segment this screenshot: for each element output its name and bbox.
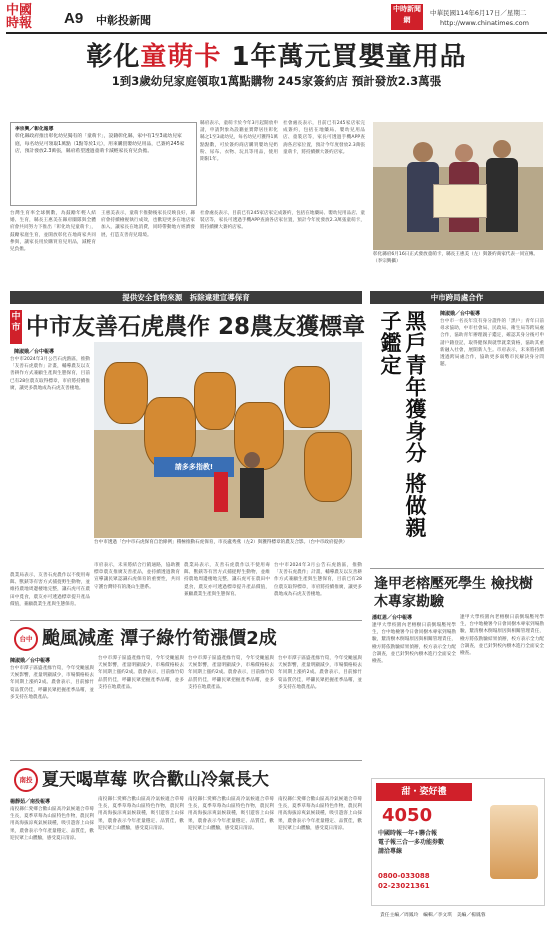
story2-byline: 陳淑娥／台中報導: [14, 349, 55, 355]
story2-col-3: 市府表示，未來將結合行銷通路，協助獲標章農友推廣友善產品，並持續透過教育宣導讓民眾認識石虎保育的重要性，共同守護台灣特有的淺山生態系。: [94, 563, 180, 590]
story2-photo-caption: 台中市透過「台中市石虎保育自治條例」積極推動石虎保育，市長盧秀燕（左2）與獲得標章的農友合影。（台中市政府提供）: [94, 540, 348, 545]
ad-product-image: [490, 805, 538, 879]
story5-title: 逢甲老榕壓死學生 檢找樹木專家勘驗: [374, 576, 533, 610]
lead-text: 彰化縣政府推出彰化幼兒獨有的「童萌卡」，設籍彰化縣，家中有1至3歲幼兒家庭，每名幼兒可領取1萬點（1點等於1元），用來購買嬰幼兒用品，已簽約245家店，預計發放2.3萬張，縣府希望透過童萌卡減輕家長育兒負擔。: [15, 134, 185, 155]
story6-col-3: 南投縣仁愛鄉合歡山區高冷氣候適合草莓生長，夏季草莓為山區特色作物，農民利用高海拔涼爽氣候栽種，吸引遊客上山採果，農會表示今年產量穩定、品質佳，歡迎民眾上山體驗，感受夏日清涼。: [188, 797, 274, 831]
story5-col-2: 逢甲大學校園內老榕樹日前倒塌壓死學生，台中地檢署今日會同樹木專家到場勘驗，釐清樹木倒塌原因與相關管理責任，檢方將依勘驗結果偵辦，校方表示全力配合調查，並已針對校內樹木進行全面安全檢查。: [460, 615, 544, 657]
main-headline: 彰化童萌卡 1年萬元買嬰童用品: [86, 42, 467, 72]
story3-kicker-banner: 中市跨局處合作: [370, 291, 544, 304]
story3-title: 黑戶青年獲身分 將做親子鑑定: [378, 310, 427, 539]
story5-col-1: 逢甲大學校園內老榕樹日前倒塌壓死學生，台中地檢署今日會同樹木專家到場勘驗，釐清樹木倒塌原因與相關管理責任，檢方將依勘驗結果偵辦，校方表示全力配合調查，並已針對校內樹木進行全面安全檢查。: [372, 623, 456, 665]
section-number: A9: [64, 10, 84, 27]
nantou-badge: 南投: [14, 768, 38, 792]
editor-credits: 責任主編／周鳳玲 編輯／李文琪 美編／楊鳳蓉: [380, 913, 486, 918]
ctwant-logo: 中時新聞網: [391, 4, 423, 30]
story1-col-4: 王惠美表示，童萌卡推動後家長反映良好，縣府會持續檢視執行成效，也歡迎更多在地店家加入，讓家長在地消費，同時帶動地方經濟發展，打造友善育兒環境。: [101, 211, 195, 238]
story4-byline: 陳淑娥／台中報導: [10, 658, 51, 664]
main-subheadline: 1到3歲幼兒家庭領取1萬點購物 245家簽約店 預計發放2.3萬張: [111, 74, 442, 88]
ad-price: 4050: [382, 805, 433, 826]
story4-col-3: 台中市潭子區盛產綠竹筍，今年受颱風與天候影響，產量明顯減少，市場價格較去年同期上漲約2成。農會表示，目前綠竹筍品質仍佳，呼籲民眾把握產季品嚐，並多支持在地農產品。: [188, 656, 274, 690]
story1-col-3: 社會處長表示，目前已有245家店家完成簽約，包括在地藥局、嬰幼兒用品店、童裝店等，家長可透過手機APP查詢各店家位置，預計今年度發放2.3萬張童萌卡，將持續擴大簽約店家。: [283, 121, 365, 155]
taichung-badge: 台中: [14, 627, 38, 651]
ad-phones[interactable]: 0800-033088 02-23021361: [378, 872, 430, 890]
lead-byline: 李宗興／彰化報導: [15, 127, 54, 132]
story6-col-2: 南投縣仁愛鄉合歡山區高冷氣候適合草莓生長，夏季草莓為山區特色作物，農民利用高海拔涼爽氣候栽種，吸引遊客上山採果，農會表示今年產量穩定、品質佳，歡迎民眾上山體驗，感受夏日清涼。: [98, 797, 184, 831]
story6-col-4: 南投縣仁愛鄉合歡山區高冷氣候適合草莓生長，夏季草莓為山區特色作物，農民利用高海拔涼爽氣候栽種，吸引遊客上山採果，農會表示今年產量穩定、品質佳，歡迎民眾上山體驗，感受夏日清涼。: [278, 797, 362, 831]
section-name: 中彰投新聞: [96, 14, 151, 27]
divider: [370, 568, 544, 569]
story2-kicker-banner: 提供安全食物來源 拆除違建宣導保育: [10, 291, 362, 304]
ad-copy: 中國時報一年+聯合報 電子報三合一多功能券數 請洽專線: [378, 830, 445, 855]
story1-col-5: 社會處長表示，目前已有245家店家完成簽約，包括在地藥局、嬰幼兒用品店、童裝店等，家長可透過手機APP查詢各店家位置，預計今年度發放2.3萬張童萌卡，將持續擴大簽約店家。: [200, 211, 365, 231]
story2-col-4: 農業局表示，友善石虎農作以不使用毒餌、獸鋏等有害方式捕捉野生動物，並維持農地周邊棲地完整，讓石虎可在農田中覓食，農友亦可透過標章提升產品價值，兼顧農業生產與生態保育。: [184, 563, 270, 597]
subscription-ad[interactable]: [371, 778, 545, 906]
story4-title: 颱風減產 潭子綠竹筍漲價2成: [42, 628, 277, 649]
divider: [10, 760, 362, 761]
story2-title: 中市友善石虎農作 28農友獲標章: [26, 314, 366, 340]
taichung-tag: 中市: [10, 310, 22, 344]
story1-col-1: 台灣生育率全球倒數，為鼓勵年輕人結婚、生育，縣長王惠美在縣府團隊與全體府會共同努力下推出「彰化幼兒童萌卡」，鼓勵家庭生育，並開放彰化在地商家共同參與，讓家長用於購買育兒用品，減輕育兒負擔。: [10, 211, 96, 253]
ad-brand: 甜・姿好禮: [376, 783, 472, 801]
issue-date: 中華民國114年6月17日／星期二: [430, 9, 527, 17]
story2-col-1: 台中市2024年3月公告石虎熱區，推動「友善石虎農作」計畫，輔導農友以友善耕作方式兼顧生產與生態保育，目前已有28位農友取得標章，市府將持續推廣，讓更多農地成為石虎友善棲地。: [10, 357, 90, 391]
story1-photo: [373, 122, 543, 250]
website-url[interactable]: http://www.chinatimes.com: [440, 19, 529, 27]
story6-title: 夏天喝草莓 吹合歡山冷氣長大: [42, 770, 269, 790]
lead-summary-box: [10, 122, 197, 206]
story4-col-1: 台中市潭子區盛產綠竹筍，今年受颱風與天候影響，產量明顯減少，市場價格較去年同期上漲約2成。農會表示，目前綠竹筍品質仍佳，呼籲民眾把握產季品嚐，並多支持在地農產品。: [10, 666, 94, 700]
story3-byline: 陳淑娥／台中報導: [440, 311, 481, 317]
story6-byline: 楊靜茹／南投報導: [10, 799, 51, 805]
story6-col-1: 南投縣仁愛鄉合歡山區高冷氣候適合草莓生長，夏季草莓為山區特色作物，農民利用高海拔涼爽氣候栽種，吸引遊客上山採果，農會表示今年產量穩定、品質佳，歡迎民眾上山體驗，感受夏日清涼。: [10, 807, 94, 841]
story2-photo: 請多多指教!: [94, 342, 362, 538]
story1-col-2: 縣府表示，童萌卡於今年3月起開放申請，申請對象為設籍並實際居住彰化縣之1至3歲幼兒，每名幼兒可獲得1萬點點數，可於簽約商店購買嬰幼兒奶粉、尿布、衣物、玩具等用品，使用期限1年。: [200, 121, 278, 163]
story5-byline: 潘虹恩／台中報導: [372, 615, 413, 621]
story3-body: 台中市一名長年沒有身分證件的「黑戶」青年日前尋求協助，中市社會局、民政局、衛生局等跨局處合作，協助青年辦理親子鑑定，確認其身分後可申請戶籍登記，取得健保與就學就業資格，協助其重新融入社會，展開新人生。市府表示，未來將持續透過跨局處合作，協助更多弱勢市民解決身分問題。: [440, 319, 544, 368]
china-times-logo: 中國時報: [6, 3, 33, 31]
masthead-rule: [6, 32, 547, 34]
story2-col-5: 台中市2024年3月公告石虎熱區，推動「友善石虎農作」計畫，輔導農友以友善耕作方式兼顧生產與生態保育，目前已有28位農友取得標章，市府將持續推廣，讓更多農地成為石虎友善棲地。: [274, 563, 362, 597]
story2-col-2: 農業局表示，友善石虎農作以不使用毒餌、獸鋏等有害方式捕捉野生動物，並維持農地周邊棲地完整，讓石虎可在農田中覓食，農友亦可透過標章提升產品價值，兼顧農業生產與生態保育。: [10, 573, 90, 607]
story1-photo-caption: 彰化縣府6月16日正式發放童萌卡，縣長王惠美（左）與簽約商家代表一同宣傳。（李宗興攝）: [373, 252, 538, 264]
divider: [10, 620, 362, 621]
story4-col-2: 台中市潭子區盛產綠竹筍，今年受颱風與天候影響，產量明顯減少，市場價格較去年同期上漲約2成。農會表示，目前綠竹筍品質仍佳，呼籲民眾把握產季品嚐，並多支持在地農產品。: [98, 656, 184, 690]
story4-col-4: 台中市潭子區盛產綠竹筍，今年受颱風與天候影響，產量明顯減少，市場價格較去年同期上漲約2成。農會表示，目前綠竹筍品質仍佳，呼籲民眾把握產季品嚐，並多支持在地農產品。: [278, 656, 362, 690]
